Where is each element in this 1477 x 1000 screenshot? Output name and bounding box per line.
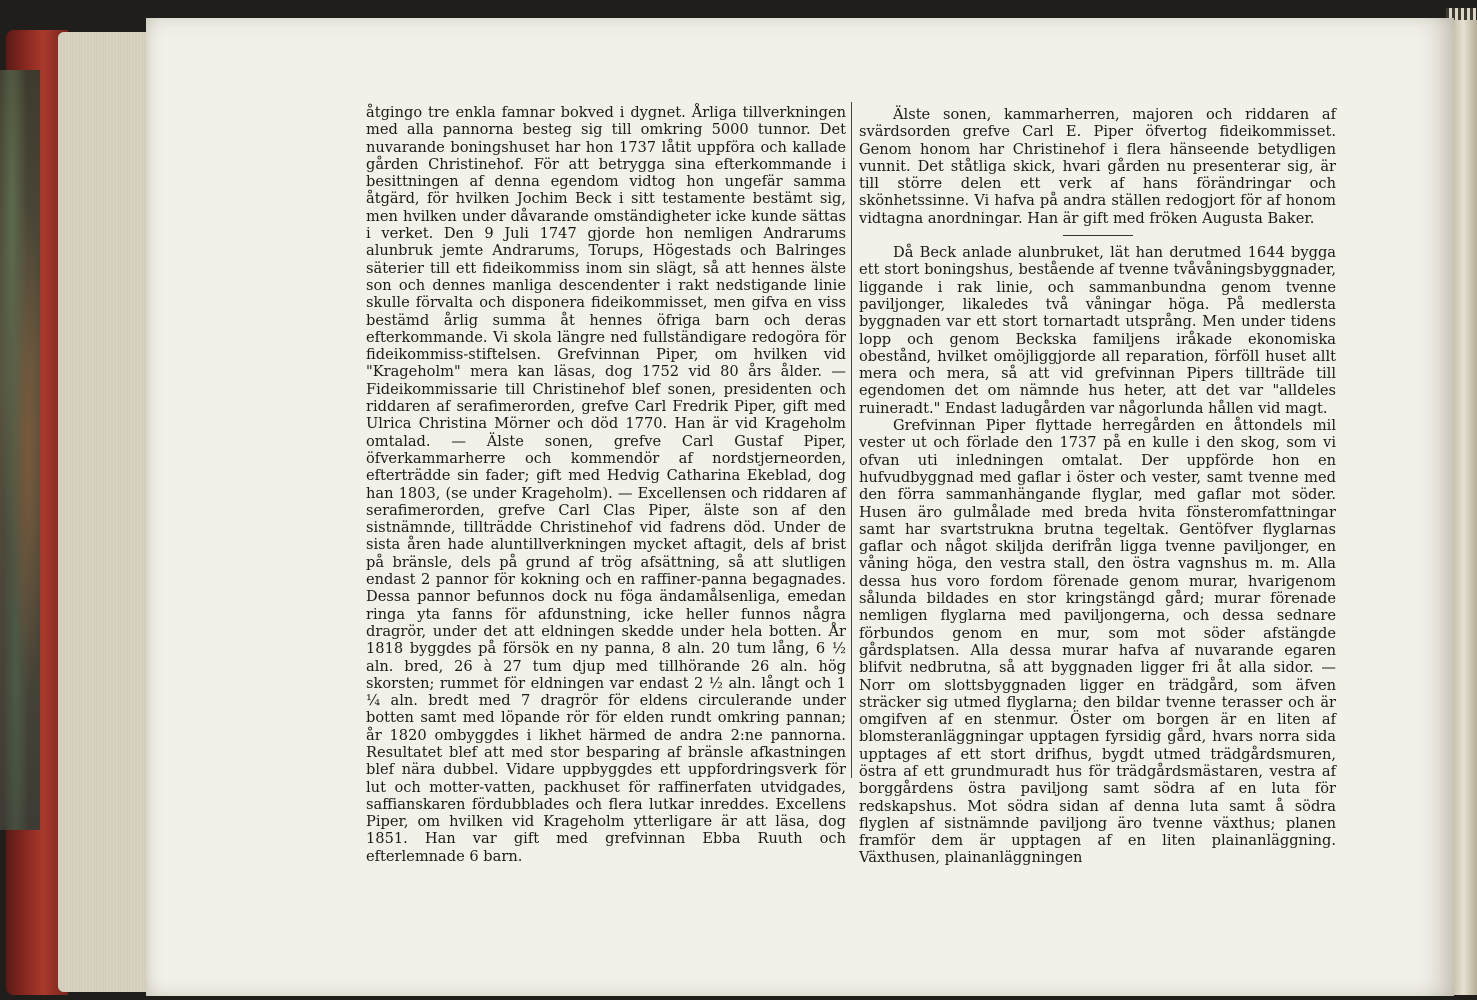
- right-page-edge: [1454, 20, 1477, 995]
- left-text-column: [366, 104, 846, 865]
- marbled-endpaper: [0, 70, 40, 830]
- right-section2-p2: Grefvinnan Piper flyttade herregården en åttondels mil vester ut och förlade den 1737 på en kulle i den skog, som vi ofvan uti inledningen omtalat. Der uppförde hon en hufvudbyggnad med gaflar i öster och vester, samt tvenne med den förra sammanhängande flyglar, med gaflar mot söder. Husen äro gulmålade med breda hvita fönsteromfattningar samt har svartstrukna brutna tegeltak. Gentöfver flyglarnas gaflar och något skiljda derifrån ligga tvenne paviljonger, en våning höga, den vestra stall, den östra vagnshus m. m. Alla dessa hus voro fordom förenade genom murar, hvarigenom sålunda bildades en stor kringstängd gård; murar förenade nemligen flyglarna med paviljongerna, och dessa sednare förbundos genom en mur, som mot söder afstängde gårdsplatsen. Alla dessa murar hafva af nuvarande egaren blifvit nedbrutna, så att byggnaden ligger fri åt alla sidor. — Norr om slottsbyggnaden ligger en trädgård, som äfven sträcker sig utmed flyglarna; den bildar tvenne terasser och är omgifven af en stenmur. Öster om borgen är en liten af blomsteranläggningar upptagen fyrsidig gård, hvars norra sida upptages af ett stort drifhus, bygdt utmed trädgårdsmuren, östra af ett grundmuradt hus för trädgårdsmästaren, vestra af borggårdens östra paviljong samt södra af en luta för redskapshus. Mot södra sidan af denna luta samt å södra flyglen af sistnämnde paviljong äro tvenne växthus; planen framför dem är upptagen af en liten plainanläggning. Växthusen, plainanläggningen: [859, 417, 1336, 867]
- column-divider: [851, 102, 852, 778]
- page-edges: [58, 32, 150, 992]
- section-separator: [1063, 235, 1133, 236]
- right-section2-p1: Då Beck anlade alunbruket, lät han derutmed 1644 bygga ett stort boningshus, bestående af tvenne tvåvåningsbyggnader, liggande i rak linie, och sammanbundna genom tvenne paviljonger, likaledes två våningar höga. På medlersta byggnaden var ett stort tornartadt utsprång. Men under tidens lopp och genom Beckska familjens iråkade ekonomiska obestånd, hvilket omöjliggjorde all reparation, förföll huset allt mera och mera, så att vid grefvinnan Pipers tillträde till egendomen det om nämnde hus heter, att det var "alldeles ruineradt." Endast ladugården var någorlunda hållen vid magt.: [859, 244, 1336, 417]
- right-section1: Älste sonen, kammarherren, majoren och riddaren af svärdsorden grefve Carl E. Piper öfvertog fideikommisset. Genom honom har Christinehof i flera hänseende betydligen vunnit. Det ståtliga skick, hvari gården nu presenterar sig, är till större delen ett verk af hans förändringar och skönhetssinne. Vi hafva på andra ställen redogjort för af honom vidtagna anordningar. Han är gift med fröken Augusta Baker.: [859, 106, 1336, 227]
- right-text-column: [859, 106, 1336, 867]
- left-paragraph: åtgingo tre enkla famnar bokved i dygnet. Årliga tillverkningen med alla pannorna besteg sig till omkring 5000 tunnor. Det nuvarande boningshuset har hon 1737 låtit uppföra och kallade gården Christinehof. För att betrygga sina efterkommande i besittningen af denna egendom vidtog hon ungefär samma åtgärd, för hvilken Jochim Beck i sitt testamente bestämt sig, men hvilken under dåvarande omständigheter icke kunde sättas i verket. Den 9 Juli 1747 gjorde hon nemligen Andrarums alunbruk jemte Andrarums, Torups, Högestads och Balringes säterier till ett fideikommiss inom sin slägt, så att hennes älste son och dennes manliga descendenter i rakt nedstigande linie skulle förvalta och disponera fideikommisset, men gifva en viss bestämd årlig summa åt hennes öfriga barn och deras efterkommande. Vi skola längre ned fullständigare redogöra för fideikommiss-stiftelsen. Grefvinnan Piper, om hvilken vid "Krageholm" mera kan läsas, dog 1752 vid 80 års ålder. — Fideikommissarie till Christinehof blef sonen, presidenten och riddaren af serafimerorden, grefve Carl Fredrik Piper, gift med Ulrica Christina Mörner och död 1770. Han är vid Krageholm omtalad. — Älste sonen, grefve Carl Gustaf Piper, öfverkammarherre och kommendör af nordstjerneorden, efterträdde sin fader; gift med Hedvig Catharina Ekeblad, dog han 1803, (se under Krageholm). — Excellensen och riddaren af serafimerorden, grefve Carl Clas Piper, älste son af den sistnämnde, tillträdde Christinehof vid fadrens död. Under de sista åren hade aluntillverkningen mycket aftagit, dels af brist på bränsle, dels på grund af trög afsättning, så att slutligen endast 2 pannor för kokning och en raffiner-panna begagnades. Dessa pannor befunnos dock nu föga ändamålsenliga, emedan ringa yta fanns för afdunstning, icke heller funnos några dragrör, under det att eldningen skedde under hela botten. År 1818 byggdes på försök en ny panna, 8 aln. 20 tum lång, 6 ½ aln. bred, 26 à 27 tum djup med tillhörande 26 aln. hög skorsten; rummet för eldningen var endast 2 ½ aln. långt och 1 ¼ aln. bredt med 7 dragrör för eldens circulerande under botten samt med löpande rör för elden rundt omkring pannan; år 1820 ombyggdes i likhet härmed de andra 2:ne pannorna. Resultatet blef att med stor besparing af bränsle afkastningen blef nära dubbel. Vidare uppbyggdes ett uppfordringsverk för lut och motter-vatten, packhuset för raffinerfaten utvidgades, saffianskaren fördubblades och flera lutkar inreddes. Excellens Piper, om hvilken vid Krageholm ytterligare är att läsa, dog 1851. Han var gift med grefvinnan Ebba Ruuth och efterlemnade 6 barn.: [366, 104, 846, 865]
